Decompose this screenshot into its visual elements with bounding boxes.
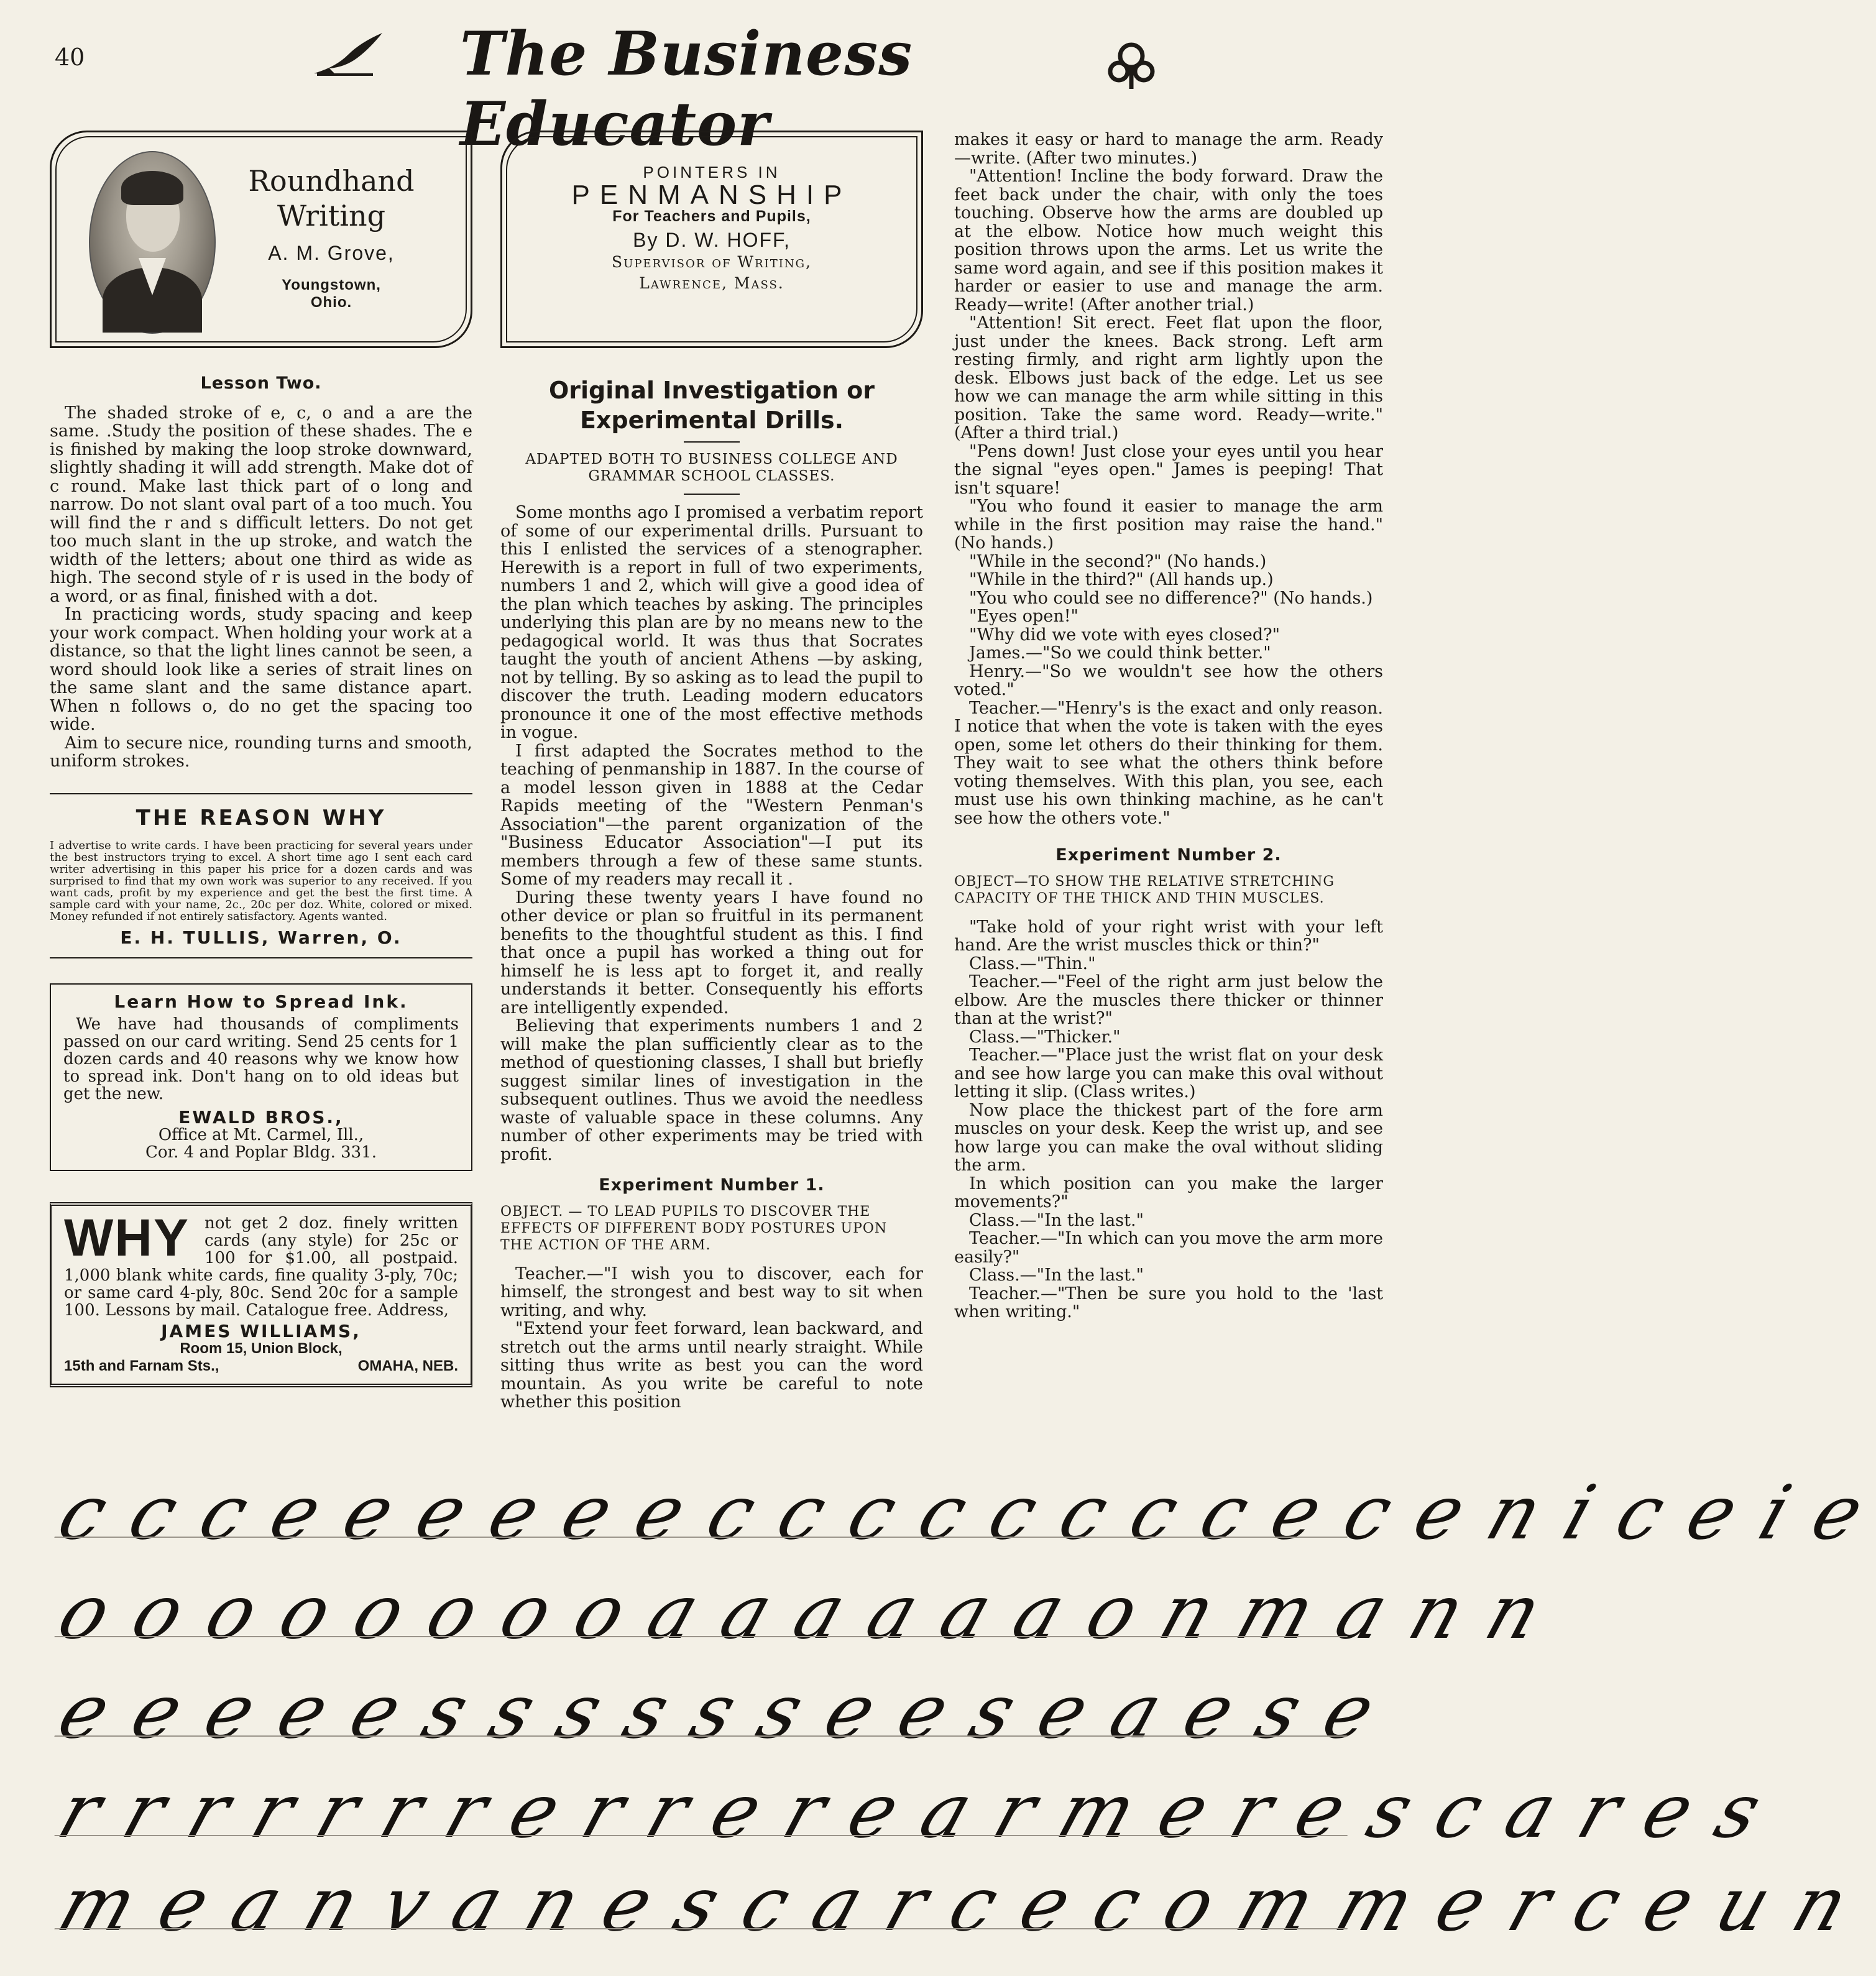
article-paragraph: Some months ago I promised a verbatim report of some of our experimental drills. Pursuant to this I enlisted the services of a stenographer. Herewith is a report in full of two experiments, numbers 1 and 2, which will give a good idea of the plan which teaches by asking. The principles underlying this plan are by no means new to the pedagogical world. It was thus that Socrates taught the youth of ancient Athens —by asking, not by telling. By so asking as to lead the pupil to discover the truth. Leading modern educators pronounce it one of the most effective methods in vogue.	[500, 503, 923, 742]
why-ad-box	[50, 1202, 472, 1387]
dialogue-paragraph: "Attention! Incline the body forward. Draw the feet back under the chair, with only the toes touching. Observe how the arms are doubled up at the elbow. Notice how much weight this position throws upon the arms. Let us write the same word again, and see if this position makes it harder or easier to use and manage the arm. Ready—write! (After another trial.)	[954, 167, 1383, 315]
script-specimen-line	[48, 1470, 1876, 1556]
lesson-paragraph: In practicing words, study spacing and keep your work compact. When holding your work at a distance, so that the light lines cannot be seen, a word should look like a series of strait lines on the same slant and the same distance apart. When n follows o, do no get the spacing too wide.	[50, 605, 472, 734]
grove-city: Youngstown,	[282, 277, 381, 293]
ink-ad-body: We have had thousands of compliments passed on our card writing. Send 25 cents for 1 dozen cards and 40 reasons why we know how to spread ink. Don't hang on to old ideas but get the new.	[63, 1014, 459, 1103]
hoff-role: Supervisor of Writing,	[612, 253, 812, 271]
dialogue-paragraph: Class.—"In the last."	[969, 1266, 1144, 1285]
script-specimen-text: m e a n v a n e s c a r c e c o m m e r c e u n	[48, 1862, 1861, 1948]
lesson-paragraph: Aim to secure nice, rounding turns and smooth, uniform strokes.	[50, 733, 472, 771]
grove-header-box	[50, 131, 472, 348]
column-left	[50, 131, 472, 1387]
dialogue-paragraph: Now place the thickest part of the fore arm muscles on your desk. Keep the wrist up, and see how large you can make the oval without sliding the arm.	[954, 1100, 1383, 1175]
why-ad-body: not get 2 doz. finely written cards (any style) for 25c or 100 for $1.00, all postpaid. 1,000 blank white cards, fine quality 3-ply, 70c; or same card 4-ply, 80c. Send 20c for a sample 100. Lessons by mail. Catalogue free. Address,	[64, 1213, 458, 1320]
masthead-title: The Business Educator	[460, 19, 913, 159]
dialogue-paragraph: makes it easy or hard to manage the arm. Ready—write. (After two minutes.)	[954, 130, 1383, 168]
experiment-1-heading: Experiment Number 1.	[599, 1175, 825, 1195]
page-number: 40	[55, 44, 85, 71]
why-ad-big-word: WHY	[64, 1208, 190, 1267]
dialogue-paragraph: Teacher.—"Place just the wrist flat on your desk and see how large you can make this oval without letting it slip. (Class writes.)	[954, 1045, 1383, 1101]
author-portrait	[89, 151, 216, 334]
dialogue-paragraph: "Attention! Sit erect. Feet flat upon the floor, just under the knees. Back strong. Left arm resting firmly, and right arm lightly upon the desk. Elbows just back of the edge. Let us see how we can manage the arm while sitting in this position. Take the same word. Ready—write." (After a third trial.)	[954, 313, 1383, 443]
dialogue-paragraph: In which position can you make the larger movements?"	[954, 1174, 1383, 1211]
dialogue-paragraph: Class.—"In the last."	[969, 1210, 1144, 1230]
hoff-pointers: POINTERS IN	[643, 163, 781, 182]
dialogue-paragraph: Teacher.—"In which can you move the arm more easily?"	[954, 1229, 1383, 1267]
quill-pen-icon	[311, 30, 385, 80]
hoff-header-box	[500, 131, 923, 348]
script-specimen-text: c c c e e e e e e c c c c c c c c e c e n i c e i e	[48, 1470, 1876, 1556]
dialogue-paragraph: Henry.—"So we wouldn't see how the others voted."	[954, 661, 1383, 699]
dialogue-paragraph: "Take hold of your right wrist with your left hand. Are the wrist muscles thick or thin?"	[954, 917, 1383, 955]
script-specimen-line	[48, 1569, 1555, 1656]
dialogue-paragraph: "Pens down! Just close your eyes until you hear the signal "eyes open." James is peeping! That isn't square!	[954, 441, 1383, 498]
ink-ad-heading: Learn How to Spread Ink.	[114, 991, 408, 1012]
dialogue-paragraph: "You who found it easier to manage the arm while in the first position may raise the hand." (No hands.)	[954, 497, 1383, 553]
why-ad-city: OMAHA, NEB.	[357, 1357, 458, 1374]
dialogue-paragraph: "You who could see no difference?" (No hands.)	[969, 588, 1373, 608]
article-paragraph: I first adapted the Socrates method to the teaching of penmanship in 1887. In the course of a model lesson given in 1888 at the Cedar Rapids meeting of the "Western Penman's Association"—the parent organization of the "Business Educator Association"—I put its members through a few of these same stunts. Some of my readers may recall it .	[500, 741, 923, 889]
article-title: Original Investigation or Experimental Drills.	[548, 377, 875, 434]
lesson-heading: Lesson Two.	[200, 374, 322, 393]
script-specimen-line	[48, 1862, 1861, 1948]
dialogue-paragraph: James.—"So we could think better."	[969, 643, 1271, 663]
ink-ad-office: Office at Mt. Carmel, Ill.,	[158, 1125, 364, 1144]
why-ad-street: 15th and Farnam Sts.,	[64, 1357, 219, 1374]
reason-ad-text: I advertise to write cards. I have been practicing for several years under the best instructors trying to excel. A short time ago I sent each card writer advertising in this paper his price for a dozen cards and was surprised to find that my own work was superior to any received. If you want cads, profit by my experience and get the best the first time. A sample card with your name, 2c., 20c per doz. White, colored or mixed. Money refunded if not entirely satisfactory. Agents wanted.	[50, 839, 472, 923]
article-paragraph: Teacher.—"I wish you to discover, each for himself, the strongest and best way to sit when writing, and why.	[500, 1264, 923, 1320]
article-subtitle: ADAPTED BOTH TO BUSINESS COLLEGE AND GRAMMAR SCHOOL CLASSES.	[525, 451, 898, 484]
dialogue-paragraph: "While in the third?" (All hands up.)	[969, 570, 1274, 589]
grove-state: Ohio.	[310, 294, 352, 311]
experiment-2-object: OBJECT—TO SHOW THE RELATIVE STRETCHING CAPACITY OF THE THICK AND THIN MUSCLES.	[954, 873, 1335, 906]
dialogue-paragraph: Teacher.—"Henry's is the exact and only reason. I notice that when the vote is taken with the eyes open, some let others do their thinking for them. They wait to see what the others think before voting themselves. With this plan, you see, each must use his own thinking machine, as he can't see how the others vote."	[954, 698, 1383, 828]
hoff-penmanship: PENMANSHIP	[571, 179, 852, 210]
experiment-2-heading: Experiment Number 2.	[1055, 845, 1282, 865]
dialogue-paragraph: Teacher.—"Feel of the right arm just below the elbow. Are the muscles there thicker or thinner than at the wrist?"	[954, 972, 1383, 1028]
dialogue-paragraph: "While in the second?" (No hands.)	[969, 551, 1267, 571]
column-right	[954, 131, 1383, 1321]
divider	[50, 793, 472, 794]
reason-ad-heading: THE REASON WHY	[136, 805, 387, 830]
article-paragraph: "Extend your feet forward, lean backward, and stretch out the arms until nearly straight. While sitting thus write as best you can the word mountain. As you write be careful to note whether this position	[500, 1319, 923, 1412]
dialogue-paragraph: "Eyes open!"	[969, 607, 1078, 626]
script-specimen-line	[48, 1669, 1387, 1755]
script-specimen-text: o o o o o o o o a a a a a a o n m a n n	[48, 1569, 1555, 1656]
article-paragraph: Believing that experiments numbers 1 and 2 will make the plan sufficiently clear as to the method of questioning classes, I shall but briefly suggest similar lines of investigation in the subsequent outlines. Thus we avoid the needless waste of valuable space in these columns. Any number of other experiments may be tried with profit.	[500, 1016, 923, 1164]
dialogue-paragraph: Teacher.—"Then be sure you hold to the 'last when writing."	[954, 1284, 1383, 1321]
dialogue-paragraph: Class.—"Thin."	[969, 954, 1096, 973]
dialogue-paragraph: "Why did we vote with eyes closed?"	[969, 625, 1281, 645]
dialogue-paragraph: Class.—"Thicker."	[969, 1027, 1121, 1047]
why-ad-room: Room 15, Union Block,	[180, 1340, 343, 1357]
divider	[50, 957, 472, 958]
hoff-subtitle: For Teachers and Pupils,	[612, 208, 811, 225]
column-middle	[500, 131, 923, 1412]
reason-ad-signature: E. H. TULLIS, Warren, O.	[120, 927, 402, 948]
flourish-emblem-icon	[1103, 40, 1159, 90]
script-specimen-text: r r r r r r r e r r e r e a r m e r e s c a r e s	[48, 1768, 1774, 1855]
grove-author: A. M. Grove,	[268, 242, 395, 264]
divider	[684, 441, 740, 443]
script-specimen-text: e e e e e s s s s s s e e s e a e s e	[48, 1669, 1387, 1755]
grove-title: Roundhand Writing	[248, 164, 415, 232]
ink-ad-box	[50, 983, 472, 1171]
why-ad-address-row	[64, 1358, 458, 1375]
lesson-paragraph: The shaded stroke of e, c, o and a are the same. .Study the position of these shades. The e is finished by making the loop stroke downward, slightly shading it will add strength. Make dot of c round. Make last thick part of o long and narrow. Do not slant oval part of a too much. You will find the r and s difficult letters. Do not get too much slant in the up stroke, and watch the width of the letters; about one third as wide as high. The second style of r is used in the body of a word, or as final, finished with a dot.	[50, 403, 472, 606]
ink-ad-name: EWALD BROS.,	[178, 1106, 344, 1128]
divider	[684, 494, 740, 495]
grove-location	[213, 277, 449, 311]
hoff-place: Lawrence, Mass.	[639, 273, 784, 292]
article-paragraph: During these twenty years I have found no other device or plan so fruitful in its permanent benefits to the thoughtful student as this. I find that once a pupil has worked a thing out for himself he is less apt to forget it, and really understands it better. Consequently his efforts are intelligently expended.	[500, 888, 923, 1018]
hoff-author: By D. W. HOFF,	[633, 228, 791, 251]
ink-ad-address: Cor. 4 and Poplar Bldg. 331.	[145, 1142, 377, 1162]
reason-ad-body	[50, 840, 472, 922]
script-specimen-line	[48, 1768, 1774, 1855]
why-ad-name: JAMES WILLIAMS,	[161, 1320, 361, 1341]
experiment-1-object: OBJECT. — TO LEAD PUPILS TO DISCOVER THE EFFECTS OF DIFFERENT BODY POSTURES UPON THE ACTION OF THE ARM.	[500, 1203, 888, 1253]
